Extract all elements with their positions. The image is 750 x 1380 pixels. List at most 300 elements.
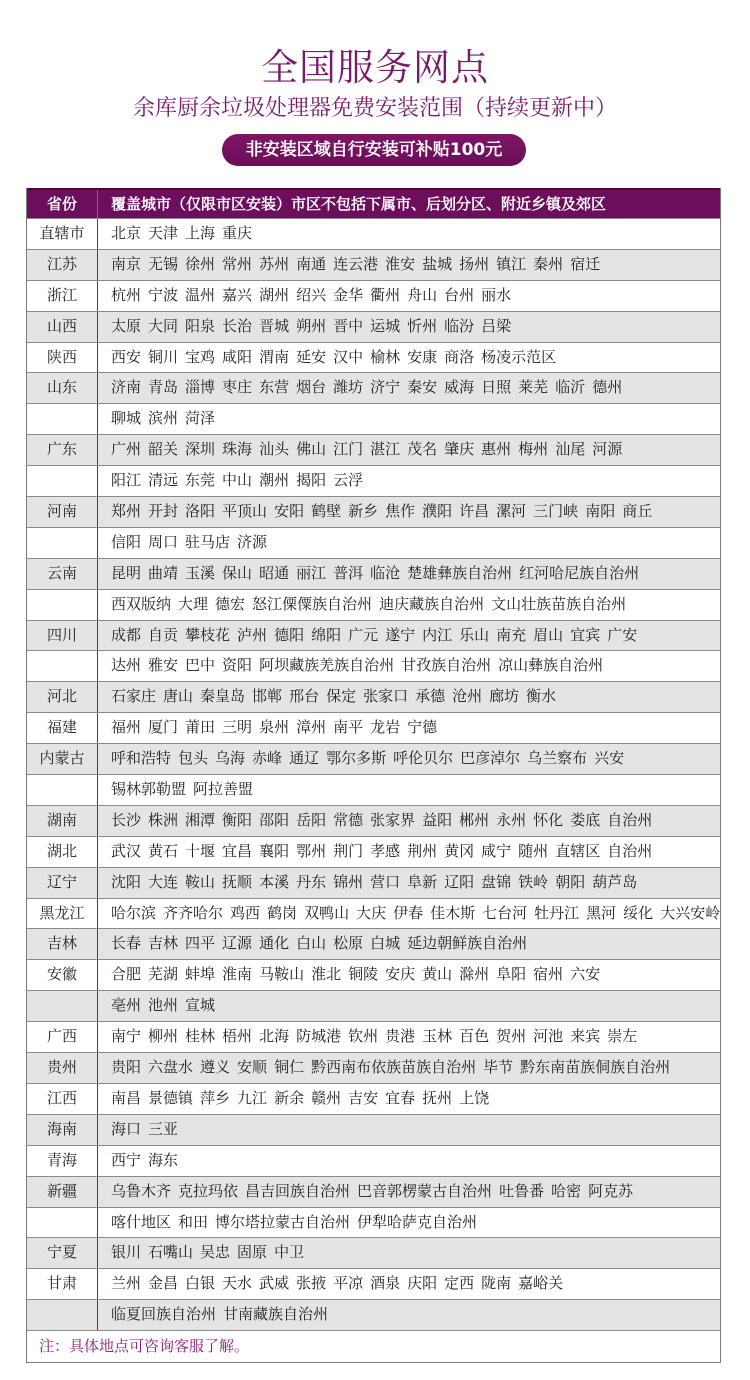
city-name: 孝感: [370, 841, 401, 860]
city-name: 秦安: [407, 378, 438, 397]
cities-cell: [98, 1208, 720, 1238]
table-row: [27, 898, 720, 929]
city-name: 中山: [222, 471, 253, 490]
table-row: [27, 496, 720, 527]
cities-cell: [98, 621, 720, 651]
city-name: 信阳: [111, 532, 142, 551]
city-name: 攀枝花: [185, 625, 231, 644]
city-name: 邢台: [289, 687, 320, 706]
city-name: 汉中: [333, 347, 364, 366]
city-name: 遵义: [200, 1058, 231, 1077]
subsidy-badge: 非安装区域自行安装可补贴100元: [222, 134, 526, 166]
city-name: 德州: [592, 378, 623, 397]
city-name: 喀什地区: [111, 1212, 172, 1231]
city-name: 吴忠: [200, 1243, 231, 1262]
city-name: 蚌埠: [185, 965, 216, 984]
city-name: 宝鸡: [185, 347, 216, 366]
city-name: 青岛: [148, 378, 179, 397]
city-name: 龙岩: [370, 718, 401, 737]
city-name: 莱芜: [518, 378, 549, 397]
cities-cell: [98, 1053, 720, 1083]
table-row: [27, 1052, 720, 1083]
city-name: 铁岭: [518, 872, 549, 891]
city-name: 辽阳: [444, 872, 475, 891]
cities-cell: [98, 404, 720, 434]
province-cell: 山东: [27, 373, 98, 403]
province-cell: 福建: [27, 713, 98, 743]
city-name: 吉安: [348, 1088, 379, 1107]
city-name: 普洱: [333, 563, 364, 582]
city-name: 长治: [222, 316, 253, 335]
city-name: 厦门: [148, 718, 179, 737]
city-name: 保定: [326, 687, 357, 706]
province-cell: 陕西: [27, 343, 98, 373]
city-name: 桂林: [185, 1027, 216, 1046]
city-name: 巴彦淖尔: [460, 749, 521, 768]
city-name: 南昌: [111, 1088, 142, 1107]
city-name: 宿迁: [570, 254, 601, 273]
city-name: 潍坊: [333, 378, 364, 397]
cities-cell: [98, 466, 720, 496]
column-header-province: 省份: [27, 190, 98, 218]
city-name: 黄山: [422, 965, 453, 984]
province-cell: 宁夏: [27, 1238, 98, 1268]
table-row: [27, 928, 720, 959]
city-name: 昆明: [111, 563, 142, 582]
table-row: [27, 681, 720, 712]
city-name: 湛江: [370, 440, 401, 459]
city-name: 郑州: [111, 502, 142, 521]
city-name: 葫芦岛: [592, 872, 638, 891]
city-name: 兰州: [111, 1274, 142, 1293]
city-name: 阜阳: [496, 965, 527, 984]
cities-cell: [98, 1146, 720, 1176]
city-name: 铜川: [148, 347, 179, 366]
province-cell: [27, 590, 98, 620]
city-name: 甘南藏族自治州: [223, 1305, 329, 1324]
city-name: 汕头: [259, 440, 290, 459]
city-name: 廊坊: [489, 687, 520, 706]
cities-cell: [98, 682, 720, 712]
city-name: 商洛: [444, 347, 475, 366]
city-name: 云浮: [333, 471, 364, 490]
city-name: 红河哈尼族自治州: [519, 563, 640, 582]
province-cell: 青海: [27, 1146, 98, 1176]
city-name: 岳阳: [296, 810, 327, 829]
table-row: [27, 1268, 720, 1299]
city-name: 宣城: [185, 996, 216, 1015]
city-name: 崇左: [607, 1027, 638, 1046]
city-name: 苏州: [259, 254, 290, 273]
city-name: 镇江: [496, 254, 527, 273]
table-row: [27, 342, 720, 373]
table-row: [27, 311, 720, 342]
province-cell: [27, 991, 98, 1021]
city-name: 杨凌示范区: [481, 347, 557, 366]
city-name: 宜春: [385, 1088, 416, 1107]
city-name: 武汉: [111, 841, 142, 860]
cities-cell: [98, 219, 720, 249]
table-row: [27, 1021, 720, 1052]
cities-cell: [98, 343, 720, 373]
table-row: [27, 280, 720, 311]
city-name: 合肥: [111, 965, 142, 984]
city-name: 黔东南苗族侗族自治州: [520, 1058, 671, 1077]
city-name: 安康: [407, 347, 438, 366]
cities-cell: [98, 312, 720, 342]
city-name: 河池: [533, 1027, 564, 1046]
city-name: 宁波: [148, 285, 179, 304]
city-name: 湘潭: [185, 810, 216, 829]
city-name: 丽水: [481, 285, 512, 304]
city-name: 广州: [111, 440, 142, 459]
city-name: 和田: [178, 1212, 209, 1231]
city-name: 阿坝藏族羌族自治州: [259, 656, 395, 675]
city-name: 新乡: [348, 502, 379, 521]
province-cell: 甘肃: [27, 1269, 98, 1299]
province-cell: 山西: [27, 312, 98, 342]
cities-cell: [98, 713, 720, 743]
province-cell: 江西: [27, 1084, 98, 1114]
city-name: 滁州: [459, 965, 490, 984]
city-name: 博尔塔拉蒙古自治州: [215, 1212, 351, 1231]
city-name: 北海: [259, 1027, 290, 1046]
city-name: 无锡: [148, 254, 179, 273]
cities-cell: [98, 590, 720, 620]
city-name: 朝阳: [555, 872, 586, 891]
city-name: 上海: [185, 224, 216, 242]
city-name: 淮安: [385, 254, 416, 273]
city-name: 驻马店: [185, 532, 231, 551]
city-name: 楚雄彝族自治州: [407, 563, 513, 582]
city-name: 哈密: [551, 1181, 582, 1200]
cities-cell: [98, 1238, 720, 1268]
city-name: 玉溪: [185, 563, 216, 582]
city-name: 盘锦: [481, 872, 512, 891]
city-name: 七台河: [482, 903, 528, 922]
province-cell: 广东: [27, 435, 98, 465]
city-name: 通化: [259, 934, 290, 953]
cities-cell: [98, 1177, 720, 1207]
city-name: 西双版纳: [111, 594, 172, 613]
city-name: 西安: [111, 347, 142, 366]
city-name: 凉山彝族自治州: [498, 656, 604, 675]
city-name: 大同: [148, 316, 179, 335]
city-name: 嘉兴: [222, 285, 253, 304]
city-name: 百色: [459, 1027, 490, 1046]
city-name: 承德: [415, 687, 446, 706]
province-cell: 辽宁: [27, 868, 98, 898]
province-cell: [27, 1208, 98, 1238]
city-name: 成都: [111, 625, 142, 644]
city-name: 安庆: [385, 965, 416, 984]
table-row: [27, 805, 720, 836]
city-name: 阳泉: [185, 316, 216, 335]
city-name: 枣庄: [222, 378, 253, 397]
city-name: 邯郸: [252, 687, 283, 706]
table-header: [27, 188, 720, 218]
city-name: 临沂: [555, 378, 586, 397]
city-name: 营口: [370, 872, 401, 891]
cities-cell: [98, 559, 720, 589]
city-name: 新余: [274, 1088, 305, 1107]
table-row: [27, 403, 720, 434]
province-cell: [27, 528, 98, 558]
province-cell: 浙江: [27, 281, 98, 311]
city-name: 昌吉回族自治州: [245, 1181, 351, 1200]
city-name: 绍兴: [296, 285, 327, 304]
city-name: 聊城: [111, 409, 142, 428]
city-name: 宁德: [407, 718, 438, 737]
city-name: 温州: [185, 285, 216, 304]
city-name: 宜宾: [570, 625, 601, 644]
province-cell: 云南: [27, 559, 98, 589]
city-name: 定西: [444, 1274, 475, 1293]
city-name: 韶关: [148, 440, 179, 459]
province-cell: 黑龙江: [27, 899, 98, 929]
cities-cell: [98, 373, 720, 403]
city-name: 济南: [111, 378, 142, 397]
city-name: 东营: [259, 378, 290, 397]
table-row: [27, 1176, 720, 1207]
cities-cell: [98, 806, 720, 836]
service-area-table: [26, 188, 721, 1363]
city-name: 乌兰察布: [527, 749, 588, 768]
city-name: 鄂尔多斯: [326, 749, 387, 768]
city-name: 陇南: [481, 1274, 512, 1293]
city-name: 乌鲁木齐: [111, 1181, 172, 1200]
city-name: 大理: [178, 594, 209, 613]
city-name: 南宁: [111, 1027, 142, 1046]
cities-cell: [98, 868, 720, 898]
province-cell: [27, 651, 98, 681]
city-name: 十堰: [185, 841, 216, 860]
city-name: 莆田: [185, 718, 216, 737]
city-name: 广安: [607, 625, 638, 644]
city-name: 漯河: [496, 502, 527, 521]
city-name: 河源: [592, 440, 623, 459]
city-name: 柳州: [148, 1027, 179, 1046]
footnote: 注：具体地点可咨询客服了解。: [27, 1330, 720, 1362]
city-name: 衡水: [526, 687, 557, 706]
table-row: [27, 372, 720, 403]
city-name: 玉林: [422, 1027, 453, 1046]
cities-cell: [98, 281, 720, 311]
city-name: 绥化: [623, 903, 654, 922]
city-name: 广元: [348, 625, 379, 644]
city-name: 重庆: [222, 224, 253, 242]
city-name: 乐山: [459, 625, 490, 644]
cities-cell: [98, 837, 720, 867]
cities-cell: [98, 775, 720, 805]
city-name: 梧州: [222, 1027, 253, 1046]
city-name: 白山: [296, 934, 327, 953]
city-name: 焦作: [385, 502, 416, 521]
table-row: [27, 620, 720, 651]
city-name: 渭南: [259, 347, 290, 366]
city-name: 大兴安岭: [660, 903, 720, 922]
city-name: 来宾: [570, 1027, 601, 1046]
city-name: 伊犁哈萨克自治州: [357, 1212, 478, 1231]
city-name: 丽江: [296, 563, 327, 582]
cities-cell: [98, 528, 720, 558]
city-name: 延边朝鲜族自治州: [407, 934, 528, 953]
city-name: 上饶: [459, 1088, 490, 1107]
city-name: 福州: [111, 718, 142, 737]
table-row: [27, 218, 720, 249]
city-name: 雅安: [148, 656, 179, 675]
table-row: [27, 712, 720, 743]
city-name: 伊春: [393, 903, 424, 922]
province-cell: 江苏: [27, 250, 98, 280]
city-name: 衡阳: [222, 810, 253, 829]
table-row: [27, 558, 720, 589]
city-name: 盐城: [422, 254, 453, 273]
city-name: 芜湖: [148, 965, 179, 984]
city-name: 襄阳: [259, 841, 290, 860]
province-cell: 吉林: [27, 929, 98, 959]
city-name: 固原: [237, 1243, 268, 1262]
city-name: 赤峰: [252, 749, 283, 768]
province-cell: [27, 404, 98, 434]
city-name: 银川: [111, 1243, 142, 1262]
city-name: 荆州: [407, 841, 438, 860]
cities-cell: [98, 929, 720, 959]
city-name: 曲靖: [148, 563, 179, 582]
city-name: 昭通: [259, 563, 290, 582]
city-name: 佛山: [296, 440, 327, 459]
city-name: 南充: [496, 625, 527, 644]
city-name: 黔西南布依族苗族自治州: [311, 1058, 477, 1077]
city-name: 佳木斯: [430, 903, 476, 922]
page-subtitle: 余库厨余垃圾处理器免费安装范围（持续更新中）: [132, 96, 617, 121]
province-cell: 海南: [27, 1115, 98, 1145]
city-name: 文山壮族苗族自治州: [491, 594, 627, 613]
city-name: 鞍山: [185, 872, 216, 891]
city-name: 吉林: [148, 934, 179, 953]
table-row: [27, 990, 720, 1021]
cities-cell: [98, 744, 720, 774]
city-name: 白银: [185, 1274, 216, 1293]
city-name: 开封: [148, 502, 179, 521]
city-name: 赣州: [311, 1088, 342, 1107]
province-cell: 贵州: [27, 1053, 98, 1083]
city-name: 庆阳: [407, 1274, 438, 1293]
city-name: 黄冈: [444, 841, 475, 860]
city-name: 平顶山: [222, 502, 268, 521]
city-name: 张家口: [363, 687, 409, 706]
city-name: 太原: [111, 316, 142, 335]
cities-cell: [98, 1084, 720, 1114]
city-name: 临汾: [444, 316, 475, 335]
cities-cell: [98, 991, 720, 1021]
city-name: 张家界: [370, 810, 416, 829]
city-name: 东莞: [185, 471, 216, 490]
city-name: 安阳: [274, 502, 305, 521]
city-name: 珠海: [222, 440, 253, 459]
city-name: 天津: [148, 224, 179, 242]
city-name: 三门峡: [533, 502, 579, 521]
city-name: 菏泽: [185, 409, 216, 428]
city-name: 株洲: [148, 810, 179, 829]
city-name: 保山: [222, 563, 253, 582]
city-name: 阳江: [111, 471, 142, 490]
city-name: 舟山: [407, 285, 438, 304]
city-name: 黑河: [586, 903, 617, 922]
city-name: 清远: [148, 471, 179, 490]
city-name: 娄底: [570, 810, 601, 829]
city-name: 潮州: [259, 471, 290, 490]
city-name: 常州: [222, 254, 253, 273]
city-name: 深圳: [185, 440, 216, 459]
city-name: 邵阳: [259, 810, 290, 829]
province-cell: 安徽: [27, 960, 98, 990]
cities-cell: [98, 960, 720, 990]
city-name: 眉山: [533, 625, 564, 644]
province-cell: 直辖市: [27, 219, 98, 249]
city-name: 杭州: [111, 285, 142, 304]
province-cell: [27, 775, 98, 805]
column-header-cities: 覆盖城市（仅限市区安装）市区不包括下属市、后划分区、附近乡镇及郊区: [111, 195, 607, 213]
city-name: 长沙: [111, 810, 142, 829]
city-name: 西宁: [111, 1150, 142, 1169]
city-name: 商丘: [622, 502, 653, 521]
province-cell: 河北: [27, 682, 98, 712]
city-name: 呼伦贝尔: [393, 749, 454, 768]
city-name: 秦皇岛: [200, 687, 246, 706]
city-name: 白城: [370, 934, 401, 953]
city-name: 阿拉善盟: [193, 780, 254, 799]
city-name: 鄂州: [296, 841, 327, 860]
city-name: 咸阳: [222, 347, 253, 366]
city-name: 贵阳: [111, 1058, 142, 1077]
city-name: 茂名: [407, 440, 438, 459]
table-row: [27, 836, 720, 867]
table-row: [27, 1145, 720, 1176]
city-name: 锡林郭勒盟: [111, 780, 187, 799]
table-row: [27, 1299, 720, 1330]
city-name: 九江: [237, 1088, 268, 1107]
city-name: 抚州: [422, 1088, 453, 1107]
city-name: 江门: [333, 440, 364, 459]
city-name: 淄博: [185, 378, 216, 397]
city-name: 鸡西: [230, 903, 261, 922]
cities-cell: [98, 435, 720, 465]
city-name: 运城: [370, 316, 401, 335]
city-name: 黄石: [148, 841, 179, 860]
city-name: 武威: [259, 1274, 290, 1293]
cities-cell: [98, 1300, 720, 1330]
city-name: 丹东: [296, 872, 327, 891]
city-name: 铜陵: [348, 965, 379, 984]
cities-cell: [98, 250, 720, 280]
city-name: 石家庄: [111, 687, 157, 706]
city-name: 海口: [111, 1119, 142, 1138]
city-name: 嘉峪关: [518, 1274, 564, 1293]
city-name: 海东: [148, 1150, 179, 1169]
province-cell: 新疆: [27, 1177, 98, 1207]
city-name: 忻州: [407, 316, 438, 335]
province-cell: 湖北: [27, 837, 98, 867]
city-name: 梅州: [518, 440, 549, 459]
city-name: 淮北: [311, 965, 342, 984]
city-name: 郴州: [459, 810, 490, 829]
city-name: 大连: [148, 872, 179, 891]
city-name: 巴音郭楞蒙古自治州: [357, 1181, 493, 1200]
city-name: 酒泉: [370, 1274, 401, 1293]
city-name: 辽源: [222, 934, 253, 953]
table-row: [27, 527, 720, 558]
